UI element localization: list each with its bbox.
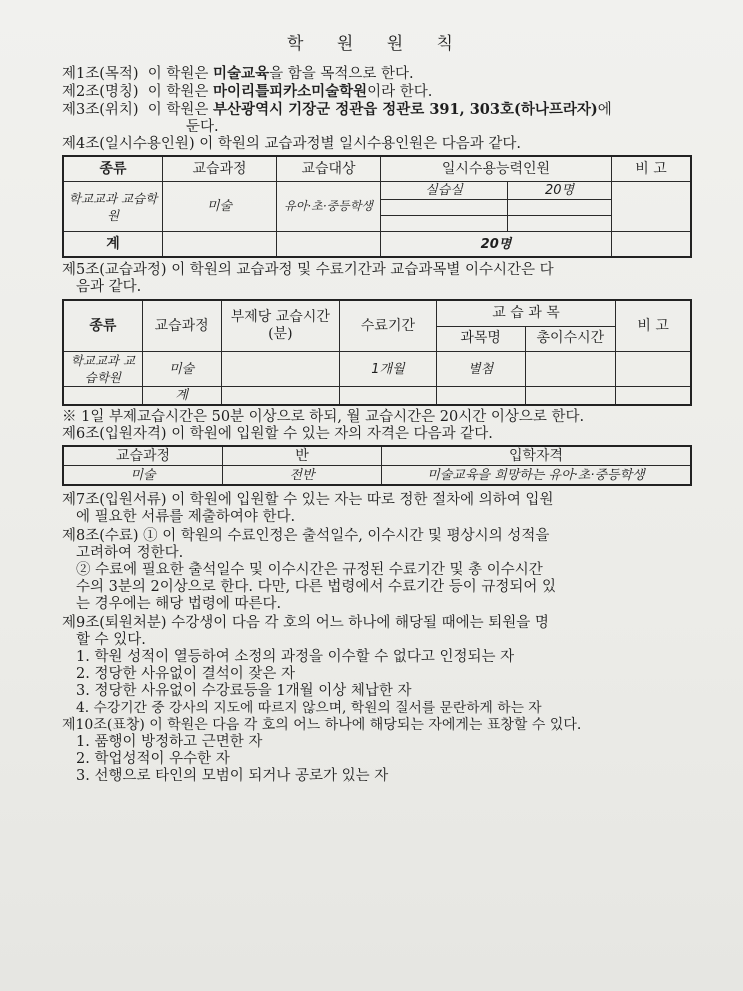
article-9-item: 3. 정당한 사유없이 수강료등을 1개월 이상 체납한 자: [76, 683, 412, 699]
cell-target: 유아·초·중등학생: [277, 182, 381, 232]
article-7-continued: 에 필요한 서류를 제출하여야 한다.: [76, 509, 296, 525]
cell-course: 미술: [63, 466, 223, 486]
header-target: 교습대상: [277, 156, 381, 182]
article-10: 제10조(표창) 이 학원은 다음 각 호의 어느 하나에 해당되는 자에게는 표창할 수 있다.: [62, 717, 582, 733]
article-8-line: ② 수료에 필요한 출석일수 및 이수시간은 규정된 수료기간 및 총 이수시간: [76, 562, 543, 578]
article-2: [62, 83, 692, 101]
article-8-line: 수의 3분의 2이상으로 한다. 다만, 다른 법령에서 수료기간 등이 규정되어 있: [76, 579, 556, 595]
total-capacity: 20명: [381, 232, 612, 258]
article-9-item: 1. 학원 성적이 열등하여 소정의 과정을 이수할 수 없다고 인정되는 자: [76, 649, 515, 665]
article-10-item: 2. 학업성적이 우수한 자: [76, 751, 230, 767]
article-5: 제5조(교습과정) 이 학원의 교습과정 및 수료기간과 교습과목별 이수시간은 다: [62, 262, 554, 278]
article-9-continued: 할 수 있다.: [76, 632, 146, 648]
document-title: 학 원 원 칙: [287, 34, 467, 54]
article-3-highlight: 부산광역시 기장군 정관읍 정관로 391, 303호(하나프라자): [213, 101, 598, 118]
cell-empty: [508, 200, 612, 216]
cell-period: 1개월: [340, 352, 437, 387]
cell-room: 실습실: [381, 182, 508, 200]
cell-empty: [163, 232, 277, 258]
article-1-highlight: 미술교육: [213, 65, 270, 82]
cell-empty: [612, 232, 692, 258]
article-1-label: 제1조(목적): [62, 66, 139, 82]
cell-empty: [436, 387, 525, 406]
article-10-item: 1. 품행이 방정하고 근면한 자: [76, 734, 263, 750]
total-label: 계: [106, 235, 120, 252]
cell-empty: [221, 352, 340, 387]
header-qualification: 입학자격: [382, 446, 692, 466]
capacity-table: [62, 155, 692, 258]
article-10-item: 3. 선행으로 타인의 모범이 되거나 공로가 있는 자: [76, 768, 389, 784]
article-2-text: 이 학원은: [147, 84, 214, 100]
cell-empty: [616, 387, 691, 406]
cell-empty: [381, 200, 508, 216]
header-note: 비 고: [616, 300, 691, 352]
cell-empty: [616, 352, 691, 387]
cell-subject: 별첨: [436, 352, 525, 387]
article-3-continued: 둔다.: [186, 119, 219, 135]
header-subject-name: 과목명: [436, 326, 525, 352]
curriculum-table: [62, 299, 692, 406]
cell-empty: [63, 387, 142, 406]
header-hours: 부제당 교습시간(분): [221, 300, 340, 352]
cell-note: [612, 182, 692, 232]
cell-qualification: 미술교육을 희망하는 유아·초·중등학생: [382, 466, 692, 486]
header-period: 수료기간: [340, 300, 437, 352]
article-8-line: 는 경우에는 해당 법령에 따른다.: [76, 596, 282, 612]
article-3-label: 제3조(위치): [62, 102, 139, 118]
article-8: 제8조(수료) ① 이 학원의 수료인정은 출석일수, 이수시간 및 평상시의 성적을: [62, 528, 550, 544]
article-3: [62, 101, 692, 119]
cell-course: 미술: [163, 182, 277, 232]
header-total-hours: 총이수시간: [525, 326, 616, 352]
footnote: ※ 1일 부제교습시간은 50분 이상으로 하되, 월 교습시간은 20시간 이상으로 한다.: [62, 409, 585, 425]
article-2-label: 제2조(명칭): [62, 84, 139, 100]
cell-empty: [277, 232, 381, 258]
article-4: 제4조(일시수용인원) 이 학원의 교습과정별 일시수용인원은 다음과 같다.: [62, 136, 522, 152]
header-kind: 종류: [99, 160, 127, 177]
article-2-text-end: 이라 한다.: [367, 84, 433, 100]
cell-empty: [340, 387, 437, 406]
cell-kind: 학교교과 교습학원: [63, 182, 163, 232]
header-note: 비 고: [612, 156, 692, 182]
cell-empty: [381, 216, 508, 232]
cell-course: 미술: [142, 352, 221, 387]
cell-empty: [525, 387, 616, 406]
header-subjects: 교 습 과 목: [436, 300, 615, 326]
cell-kind: 학교교과 교습학원: [63, 352, 142, 387]
article-2-highlight: 마이리틀피카소미술학원: [213, 83, 368, 100]
article-1-text-end: 을 함을 목적으로 한다.: [269, 66, 414, 82]
admission-table: [62, 445, 692, 486]
cell-class: 전반: [223, 466, 382, 486]
cell-empty: [525, 352, 616, 387]
total-label: 계: [142, 387, 221, 406]
article-1: [62, 65, 692, 83]
cell-room-capacity: 20명: [508, 182, 612, 200]
header-class: 반: [223, 446, 382, 466]
cell-empty: [508, 216, 612, 232]
article-8-line: 고려하여 정한다.: [76, 545, 184, 561]
article-5-continued: 음과 같다.: [76, 279, 142, 295]
header-course: 교습과정: [63, 446, 223, 466]
cell-empty: [221, 387, 340, 406]
article-3-text: 이 학원은: [147, 102, 214, 118]
header-capacity: 일시수용능력인원: [381, 156, 612, 182]
header-course: 교습과정: [163, 156, 277, 182]
article-6: 제6조(입원자격) 이 학원에 입원할 수 있는 자의 자격은 다음과 같다.: [62, 426, 493, 442]
article-1-text: 이 학원은: [147, 66, 214, 82]
article-3-text-end: 에: [597, 102, 612, 118]
article-9-item: 2. 정당한 사유없이 결석이 잦은 자: [76, 666, 295, 682]
header-kind: 종류: [89, 317, 117, 334]
header-course: 교습과정: [142, 300, 221, 352]
regulation-document: [62, 36, 692, 785]
article-9-item: 4. 수강기간 중 강사의 지도에 따르지 않으며, 학원의 질서를 문란하게 하는 자: [76, 700, 542, 716]
article-7: 제7조(입원서류) 이 학원에 입원할 수 있는 자는 따로 정한 절차에 의하여 입원: [62, 492, 554, 508]
article-9: 제9조(퇴원처분) 수강생이 다음 각 호의 어느 하나에 해당될 때에는 퇴원을 명: [62, 615, 549, 631]
